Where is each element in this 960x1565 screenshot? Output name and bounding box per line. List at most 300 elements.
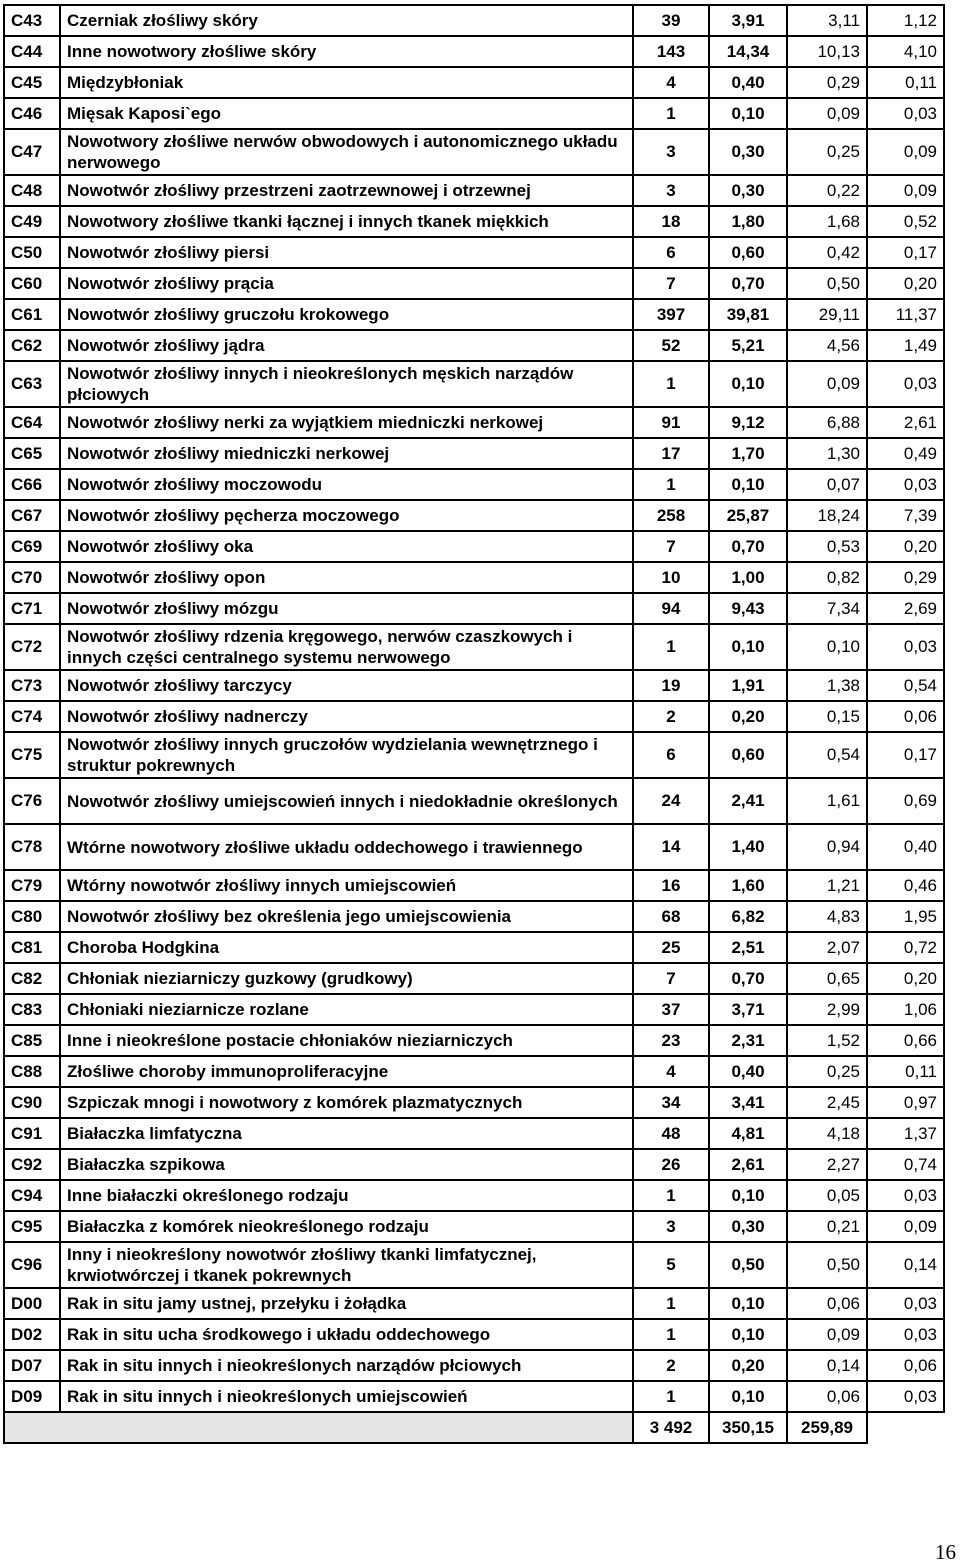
rate-2-cell: 0,42 <box>787 237 867 268</box>
total-row <box>4 1412 944 1443</box>
case-count-cell: 6 <box>633 237 709 268</box>
icd-code-cell: D09 <box>4 1381 60 1412</box>
diagnosis-name-cell: Białaczka szpikowa <box>60 1149 633 1180</box>
rate-2-cell: 0,22 <box>787 175 867 206</box>
rate-2-cell: 1,68 <box>787 206 867 237</box>
diagnosis-name-cell: Rak in situ innych i nieokreślonych umiejscowień <box>60 1381 633 1412</box>
rate-1-cell: 0,70 <box>709 531 787 562</box>
table-row <box>4 237 944 268</box>
diagnosis-name-cell: Mięsak Kaposi`ego <box>60 98 633 129</box>
icd-code-cell: C76 <box>4 778 60 824</box>
rate-3-cell: 11,37 <box>867 299 944 330</box>
table-row <box>4 701 944 732</box>
rate-1-cell: 0,60 <box>709 732 787 778</box>
table-row <box>4 593 944 624</box>
rate-1-cell: 1,91 <box>709 670 787 701</box>
table-row <box>4 624 944 670</box>
rate-1-cell: 5,21 <box>709 330 787 361</box>
icd-code-cell: C79 <box>4 870 60 901</box>
case-count-cell: 25 <box>633 932 709 963</box>
rate-1-cell: 2,31 <box>709 1025 787 1056</box>
case-count-cell: 2 <box>633 701 709 732</box>
table-row <box>4 500 944 531</box>
table-row <box>4 1319 944 1350</box>
diagnosis-name-cell: Rak in situ jamy ustnej, przełyku i żołądka <box>60 1288 633 1319</box>
icd-code-cell: C94 <box>4 1180 60 1211</box>
rate-3-cell: 0,14 <box>867 1242 944 1288</box>
case-count-cell: 1 <box>633 1180 709 1211</box>
rate-2-cell: 0,21 <box>787 1211 867 1242</box>
table-row <box>4 901 944 932</box>
icd-code-cell: C82 <box>4 963 60 994</box>
table-row <box>4 1056 944 1087</box>
table-row <box>4 932 944 963</box>
rate-3-cell: 0,11 <box>867 67 944 98</box>
icd-code-cell: C85 <box>4 1025 60 1056</box>
diagnosis-name-cell: Inny i nieokreślony nowotwór złośliwy tkanki limfatycznej, krwiotwórczej i tkanek pokrewnych <box>60 1242 633 1288</box>
table-row <box>4 330 944 361</box>
rate-1-cell: 0,30 <box>709 175 787 206</box>
rate-3-cell: 0,46 <box>867 870 944 901</box>
case-count-cell: 48 <box>633 1118 709 1149</box>
diagnosis-name-cell: Nowotwory złośliwe nerwów obwodowych i autonomicznego układu nerwowego <box>60 129 633 175</box>
table-row <box>4 778 944 824</box>
case-count-cell: 52 <box>633 330 709 361</box>
case-count-cell: 94 <box>633 593 709 624</box>
rate-1-cell: 0,20 <box>709 1350 787 1381</box>
rate-1-cell: 0,30 <box>709 129 787 175</box>
table-row <box>4 67 944 98</box>
diagnosis-name-cell: Choroba Hodgkina <box>60 932 633 963</box>
icd-code-cell: C80 <box>4 901 60 932</box>
diagnosis-name-cell: Szpiczak mnogi i nowotwory z komórek plazmatycznych <box>60 1087 633 1118</box>
rate-3-cell: 0,20 <box>867 268 944 299</box>
rate-1-cell: 3,91 <box>709 5 787 36</box>
rate-3-cell: 1,95 <box>867 901 944 932</box>
table-row <box>4 1350 944 1381</box>
rate-2-cell: 0,07 <box>787 469 867 500</box>
diagnosis-name-cell: Rak in situ ucha środkowego i układu oddechowego <box>60 1319 633 1350</box>
table-row <box>4 531 944 562</box>
rate-1-cell: 0,20 <box>709 701 787 732</box>
table-row <box>4 1180 944 1211</box>
rate-2-cell: 2,27 <box>787 1149 867 1180</box>
case-count-cell: 5 <box>633 1242 709 1288</box>
cancer-statistics-table <box>3 4 945 1444</box>
case-count-cell: 39 <box>633 5 709 36</box>
diagnosis-name-cell: Białaczka limfatyczna <box>60 1118 633 1149</box>
rate-3-cell: 0,09 <box>867 175 944 206</box>
case-count-cell: 4 <box>633 67 709 98</box>
table-row <box>4 1288 944 1319</box>
rate-1-cell: 0,10 <box>709 469 787 500</box>
rate-3-cell: 2,61 <box>867 407 944 438</box>
diagnosis-name-cell: Nowotwory złośliwe tkanki łącznej i innych tkanek miękkich <box>60 206 633 237</box>
rate-3-cell: 0,74 <box>867 1149 944 1180</box>
rate-2-cell: 4,18 <box>787 1118 867 1149</box>
rate-2-cell: 1,52 <box>787 1025 867 1056</box>
rate-3-cell: 0,09 <box>867 1211 944 1242</box>
table-row <box>4 963 944 994</box>
rate-2-cell: 0,54 <box>787 732 867 778</box>
rate-1-cell: 0,10 <box>709 624 787 670</box>
rate-1-cell: 0,10 <box>709 1381 787 1412</box>
rate-1-cell: 0,40 <box>709 67 787 98</box>
rate-2-cell: 6,88 <box>787 407 867 438</box>
rate-1-cell: 3,71 <box>709 994 787 1025</box>
rate-1-cell: 1,00 <box>709 562 787 593</box>
rate-1-cell: 1,40 <box>709 824 787 870</box>
icd-code-cell: C71 <box>4 593 60 624</box>
diagnosis-name-cell: Złośliwe choroby immunoproliferacyjne <box>60 1056 633 1087</box>
table-row <box>4 1381 944 1412</box>
case-count-cell: 10 <box>633 562 709 593</box>
rate-3-cell: 0,97 <box>867 1087 944 1118</box>
rate-2-cell: 0,29 <box>787 67 867 98</box>
diagnosis-name-cell: Chłoniaki nieziarnicze rozlane <box>60 994 633 1025</box>
total-case-count-cell: 3 492 <box>633 1412 709 1443</box>
rate-2-cell: 0,14 <box>787 1350 867 1381</box>
rate-3-cell: 0,03 <box>867 98 944 129</box>
table-row <box>4 36 944 67</box>
icd-code-cell: C64 <box>4 407 60 438</box>
table-row <box>4 562 944 593</box>
rate-3-cell: 0,03 <box>867 1288 944 1319</box>
icd-code-cell: C62 <box>4 330 60 361</box>
table-body <box>4 5 944 1443</box>
icd-code-cell: C44 <box>4 36 60 67</box>
icd-code-cell: C88 <box>4 1056 60 1087</box>
icd-code-cell: C81 <box>4 932 60 963</box>
case-count-cell: 37 <box>633 994 709 1025</box>
icd-code-cell: D00 <box>4 1288 60 1319</box>
rate-2-cell: 0,94 <box>787 824 867 870</box>
table-row <box>4 1118 944 1149</box>
diagnosis-name-cell: Nowotwór złośliwy nadnerczy <box>60 701 633 732</box>
rate-1-cell: 0,10 <box>709 1288 787 1319</box>
rate-3-cell: 0,06 <box>867 1350 944 1381</box>
case-count-cell: 1 <box>633 1381 709 1412</box>
case-count-cell: 26 <box>633 1149 709 1180</box>
case-count-cell: 3 <box>633 175 709 206</box>
case-count-cell: 1 <box>633 624 709 670</box>
case-count-cell: 1 <box>633 1288 709 1319</box>
table-row <box>4 129 944 175</box>
rate-1-cell: 0,10 <box>709 98 787 129</box>
rate-2-cell: 0,53 <box>787 531 867 562</box>
rate-2-cell: 0,65 <box>787 963 867 994</box>
rate-2-cell: 2,45 <box>787 1087 867 1118</box>
icd-code-cell: C73 <box>4 670 60 701</box>
rate-2-cell: 7,34 <box>787 593 867 624</box>
icd-code-cell: C48 <box>4 175 60 206</box>
rate-1-cell: 6,82 <box>709 901 787 932</box>
icd-code-cell: C50 <box>4 237 60 268</box>
icd-code-cell: C47 <box>4 129 60 175</box>
case-count-cell: 23 <box>633 1025 709 1056</box>
rate-3-cell: 1,49 <box>867 330 944 361</box>
table-row <box>4 438 944 469</box>
rate-3-cell: 0,17 <box>867 732 944 778</box>
diagnosis-name-cell: Nowotwór złośliwy innych i nieokreślonych męskich narządów płciowych <box>60 361 633 407</box>
rate-1-cell: 39,81 <box>709 299 787 330</box>
table-row <box>4 206 944 237</box>
diagnosis-name-cell: Nowotwór złośliwy bez określenia jego umiejscowienia <box>60 901 633 932</box>
diagnosis-name-cell: Nowotwór złośliwy prącia <box>60 268 633 299</box>
case-count-cell: 18 <box>633 206 709 237</box>
rate-1-cell: 1,70 <box>709 438 787 469</box>
rate-1-cell: 2,61 <box>709 1149 787 1180</box>
rate-1-cell: 0,70 <box>709 268 787 299</box>
rate-2-cell: 0,15 <box>787 701 867 732</box>
rate-3-cell: 0,03 <box>867 469 944 500</box>
table-row <box>4 994 944 1025</box>
rate-3-cell: 0,29 <box>867 562 944 593</box>
table-row <box>4 1087 944 1118</box>
diagnosis-name-cell: Nowotwór złośliwy umiejscowień innych i niedokładnie określonych <box>60 778 633 824</box>
diagnosis-name-cell: Nowotwór złośliwy mózgu <box>60 593 633 624</box>
icd-code-cell: C83 <box>4 994 60 1025</box>
rate-3-cell: 0,03 <box>867 624 944 670</box>
rate-3-cell: 0,52 <box>867 206 944 237</box>
rate-3-cell: 0,69 <box>867 778 944 824</box>
rate-1-cell: 0,40 <box>709 1056 787 1087</box>
rate-1-cell: 3,41 <box>709 1087 787 1118</box>
icd-code-cell: C96 <box>4 1242 60 1288</box>
icd-code-cell: C90 <box>4 1087 60 1118</box>
table-row <box>4 870 944 901</box>
diagnosis-name-cell: Nowotwór złośliwy piersi <box>60 237 633 268</box>
rate-2-cell: 2,07 <box>787 932 867 963</box>
rate-2-cell: 0,25 <box>787 1056 867 1087</box>
rate-3-cell: 0,11 <box>867 1056 944 1087</box>
case-count-cell: 3 <box>633 129 709 175</box>
diagnosis-name-cell: Wtórne nowotwory złośliwe układu oddechowego i trawiennego <box>60 824 633 870</box>
icd-code-cell: C63 <box>4 361 60 407</box>
rate-1-cell: 2,41 <box>709 778 787 824</box>
icd-code-cell: C74 <box>4 701 60 732</box>
rate-1-cell: 1,80 <box>709 206 787 237</box>
diagnosis-name-cell: Nowotwór złośliwy tarczycy <box>60 670 633 701</box>
rate-2-cell: 29,11 <box>787 299 867 330</box>
diagnosis-name-cell: Inne białaczki określonego rodzaju <box>60 1180 633 1211</box>
rate-2-cell: 0,25 <box>787 129 867 175</box>
table-row <box>4 268 944 299</box>
icd-code-cell: C46 <box>4 98 60 129</box>
rate-1-cell: 9,43 <box>709 593 787 624</box>
rate-2-cell: 18,24 <box>787 500 867 531</box>
case-count-cell: 397 <box>633 299 709 330</box>
case-count-cell: 2 <box>633 1350 709 1381</box>
icd-code-cell: C60 <box>4 268 60 299</box>
diagnosis-name-cell: Czerniak złośliwy skóry <box>60 5 633 36</box>
diagnosis-name-cell: Nowotwór złośliwy oka <box>60 531 633 562</box>
rate-1-cell: 0,60 <box>709 237 787 268</box>
icd-code-cell: C78 <box>4 824 60 870</box>
rate-3-cell: 1,06 <box>867 994 944 1025</box>
diagnosis-name-cell: Chłoniak nieziarniczy guzkowy (grudkowy) <box>60 963 633 994</box>
case-count-cell: 143 <box>633 36 709 67</box>
rate-3-cell: 0,49 <box>867 438 944 469</box>
case-count-cell: 1 <box>633 469 709 500</box>
diagnosis-name-cell: Nowotwór złośliwy gruczołu krokowego <box>60 299 633 330</box>
rate-3-cell: 2,69 <box>867 593 944 624</box>
rate-2-cell: 1,38 <box>787 670 867 701</box>
icd-code-cell: C66 <box>4 469 60 500</box>
case-count-cell: 4 <box>633 1056 709 1087</box>
rate-2-cell: 0,05 <box>787 1180 867 1211</box>
rate-3-cell: 0,03 <box>867 1180 944 1211</box>
case-count-cell: 1 <box>633 98 709 129</box>
rate-3-cell: 0,03 <box>867 361 944 407</box>
table-row <box>4 1211 944 1242</box>
rate-2-cell: 4,56 <box>787 330 867 361</box>
icd-code-cell: C91 <box>4 1118 60 1149</box>
icd-code-cell: C95 <box>4 1211 60 1242</box>
case-count-cell: 1 <box>633 361 709 407</box>
table-row <box>4 469 944 500</box>
table-row <box>4 5 944 36</box>
rate-3-cell: 4,10 <box>867 36 944 67</box>
diagnosis-name-cell: Nowotwór złośliwy opon <box>60 562 633 593</box>
rate-1-cell: 0,30 <box>709 1211 787 1242</box>
icd-code-cell: C45 <box>4 67 60 98</box>
page-number: 16 <box>935 1540 956 1564</box>
diagnosis-name-cell: Nowotwór złośliwy miedniczki nerkowej <box>60 438 633 469</box>
rate-2-cell: 10,13 <box>787 36 867 67</box>
total-rate-2-cell: 259,89 <box>787 1412 867 1443</box>
rate-1-cell: 9,12 <box>709 407 787 438</box>
table-row <box>4 361 944 407</box>
rate-2-cell: 4,83 <box>787 901 867 932</box>
table-row <box>4 407 944 438</box>
case-count-cell: 258 <box>633 500 709 531</box>
diagnosis-name-cell: Wtórny nowotwór złośliwy innych umiejscowień <box>60 870 633 901</box>
table-row <box>4 175 944 206</box>
case-count-cell: 16 <box>633 870 709 901</box>
icd-code-cell: C92 <box>4 1149 60 1180</box>
case-count-cell: 34 <box>633 1087 709 1118</box>
rate-1-cell: 14,34 <box>709 36 787 67</box>
diagnosis-name-cell: Międzybłoniak <box>60 67 633 98</box>
rate-2-cell: 0,10 <box>787 624 867 670</box>
rate-2-cell: 0,06 <box>787 1288 867 1319</box>
case-count-cell: 7 <box>633 963 709 994</box>
icd-code-cell: C65 <box>4 438 60 469</box>
rate-3-cell: 0,03 <box>867 1381 944 1412</box>
table-row <box>4 1242 944 1288</box>
rate-2-cell: 0,06 <box>787 1381 867 1412</box>
rate-1-cell: 0,10 <box>709 1180 787 1211</box>
icd-code-cell: C72 <box>4 624 60 670</box>
icd-code-cell: C67 <box>4 500 60 531</box>
diagnosis-name-cell: Nowotwór złośliwy rdzenia kręgowego, nerwów czaszkowych i innych części centralnego systemu nerwowego <box>60 624 633 670</box>
diagnosis-name-cell: Nowotwór złośliwy nerki za wyjątkiem miedniczki nerkowej <box>60 407 633 438</box>
table-row <box>4 824 944 870</box>
total-label-empty-cell <box>4 1412 633 1443</box>
diagnosis-name-cell: Nowotwór złośliwy jądra <box>60 330 633 361</box>
rate-2-cell: 0,09 <box>787 1319 867 1350</box>
icd-code-cell: C49 <box>4 206 60 237</box>
rate-2-cell: 2,99 <box>787 994 867 1025</box>
rate-3-cell: 1,12 <box>867 5 944 36</box>
rate-2-cell: 0,09 <box>787 361 867 407</box>
rate-3-cell: 0,40 <box>867 824 944 870</box>
case-count-cell: 3 <box>633 1211 709 1242</box>
icd-code-cell: C75 <box>4 732 60 778</box>
case-count-cell: 24 <box>633 778 709 824</box>
diagnosis-name-cell: Inne i nieokreślone postacie chłoniaków nieziarniczych <box>60 1025 633 1056</box>
rate-2-cell: 3,11 <box>787 5 867 36</box>
rate-1-cell: 2,51 <box>709 932 787 963</box>
rate-3-cell: 1,37 <box>867 1118 944 1149</box>
table-row <box>4 98 944 129</box>
table-row <box>4 670 944 701</box>
rate-2-cell: 1,30 <box>787 438 867 469</box>
rate-3-cell: 0,66 <box>867 1025 944 1056</box>
rate-2-cell: 0,50 <box>787 1242 867 1288</box>
case-count-cell: 91 <box>633 407 709 438</box>
rate-2-cell: 1,21 <box>787 870 867 901</box>
table-row <box>4 1149 944 1180</box>
case-count-cell: 7 <box>633 531 709 562</box>
rate-1-cell: 0,10 <box>709 1319 787 1350</box>
case-count-cell: 17 <box>633 438 709 469</box>
rate-3-cell: 0,72 <box>867 932 944 963</box>
rate-3-cell: 0,09 <box>867 129 944 175</box>
diagnosis-name-cell: Nowotwór złośliwy przestrzeni zaotrzewnowej i otrzewnej <box>60 175 633 206</box>
rate-3-cell: 0,20 <box>867 531 944 562</box>
table-row <box>4 732 944 778</box>
icd-code-cell: C70 <box>4 562 60 593</box>
rate-1-cell: 4,81 <box>709 1118 787 1149</box>
rate-3-cell: 0,06 <box>867 701 944 732</box>
diagnosis-name-cell: Nowotwór złośliwy moczowodu <box>60 469 633 500</box>
rate-1-cell: 0,10 <box>709 361 787 407</box>
icd-code-cell: D07 <box>4 1350 60 1381</box>
rate-1-cell: 1,60 <box>709 870 787 901</box>
table-row <box>4 1025 944 1056</box>
rate-3-cell: 0,03 <box>867 1319 944 1350</box>
case-count-cell: 1 <box>633 1319 709 1350</box>
icd-code-cell: D02 <box>4 1319 60 1350</box>
icd-code-cell: C61 <box>4 299 60 330</box>
rate-1-cell: 25,87 <box>709 500 787 531</box>
rate-1-cell: 0,70 <box>709 963 787 994</box>
icd-code-cell: C69 <box>4 531 60 562</box>
rate-3-cell: 0,17 <box>867 237 944 268</box>
case-count-cell: 19 <box>633 670 709 701</box>
table-row <box>4 299 944 330</box>
rate-2-cell: 0,09 <box>787 98 867 129</box>
icd-code-cell: C43 <box>4 5 60 36</box>
case-count-cell: 68 <box>633 901 709 932</box>
rate-1-cell: 0,50 <box>709 1242 787 1288</box>
diagnosis-name-cell: Inne nowotwory złośliwe skóry <box>60 36 633 67</box>
rate-3-cell: 0,54 <box>867 670 944 701</box>
case-count-cell: 6 <box>633 732 709 778</box>
diagnosis-name-cell: Rak in situ innych i nieokreślonych narządów płciowych <box>60 1350 633 1381</box>
total-empty-cell <box>867 1412 944 1443</box>
case-count-cell: 14 <box>633 824 709 870</box>
rate-2-cell: 0,82 <box>787 562 867 593</box>
rate-3-cell: 0,20 <box>867 963 944 994</box>
total-rate-1-cell: 350,15 <box>709 1412 787 1443</box>
diagnosis-name-cell: Białaczka z komórek nieokreślonego rodzaju <box>60 1211 633 1242</box>
diagnosis-name-cell: Nowotwór złośliwy innych gruczołów wydzielania wewnętrznego i struktur pokrewnych <box>60 732 633 778</box>
case-count-cell: 7 <box>633 268 709 299</box>
rate-2-cell: 1,61 <box>787 778 867 824</box>
